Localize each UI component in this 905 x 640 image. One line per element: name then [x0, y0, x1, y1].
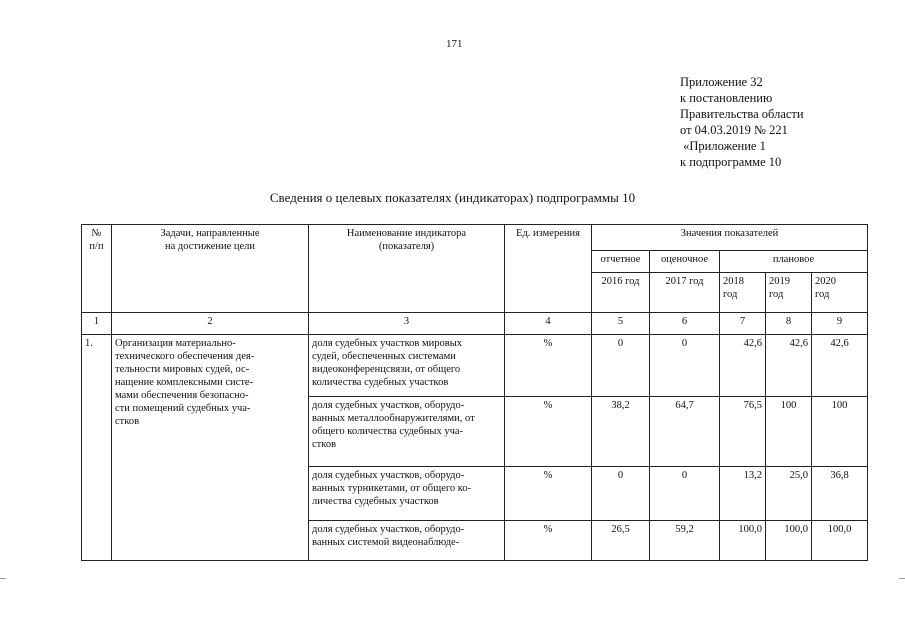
- value-2018-cell: 13,2: [720, 467, 766, 521]
- indicator-cell: доля судебных участков, оборудо- ванных турникетами, от общего ко- личества судебных участков: [309, 467, 505, 521]
- document-title: Сведения о целевых показателях (индикаторах) подпрограммы 10: [269, 190, 636, 205]
- value-2020-cell: 42,6: [812, 335, 868, 397]
- value-2018-cell: 100,0: [720, 521, 766, 561]
- appendix-line: от 04.03.2019 № 221: [680, 123, 788, 137]
- header-year-2019: 2019 год: [766, 273, 812, 313]
- column-number: 6: [650, 313, 720, 335]
- value-2019-cell: 100: [766, 397, 812, 467]
- indicator-cell: доля судебных участков, оборудо- ванных металлообнаружителями, от общего количества судебных уча- стков: [309, 397, 505, 467]
- value-2020-cell: 36,8: [812, 467, 868, 521]
- appendix-line: «Приложение 1: [680, 139, 766, 153]
- table-row: [82, 335, 868, 397]
- value-2017-cell: 0: [650, 467, 720, 521]
- column-number: 3: [309, 313, 505, 335]
- column-number: 9: [812, 313, 868, 335]
- header-task: Задачи, направленные на достижение цели: [112, 225, 309, 313]
- column-number: 1: [82, 313, 112, 335]
- header-planned: плановое: [720, 251, 868, 273]
- value-2020-cell: 100,0: [812, 521, 868, 561]
- value-2019-cell: 100,0: [766, 521, 812, 561]
- column-number: 2: [112, 313, 309, 335]
- column-number: 5: [592, 313, 650, 335]
- value-2016-cell: 0: [592, 335, 650, 397]
- row-number-cell: 1.: [82, 335, 112, 561]
- unit-cell: %: [505, 467, 592, 521]
- value-2016-cell: 26,5: [592, 521, 650, 561]
- header-year-2020: 2020 год: [812, 273, 868, 313]
- header-estimated: оценочное: [650, 251, 720, 273]
- unit-cell: %: [505, 397, 592, 467]
- appendix-reference: [680, 74, 804, 170]
- value-2019-cell: 25,0: [766, 467, 812, 521]
- indicator-cell: доля судебных участков мировых судей, обеспеченных системами видеоконференцсвязи, от общего количества судебных участков: [309, 335, 505, 397]
- scan-edge-mark: [899, 578, 905, 579]
- appendix-line: Правительства области: [680, 107, 804, 121]
- appendix-line: к постановлению: [680, 91, 773, 105]
- header-unit: Ед. измерения: [505, 225, 592, 313]
- header-reported: отчетное: [592, 251, 650, 273]
- appendix-line: Приложение 32: [680, 75, 763, 89]
- value-2016-cell: 38,2: [592, 397, 650, 467]
- value-2018-cell: 42,6: [720, 335, 766, 397]
- scan-edge-mark: [0, 578, 6, 579]
- value-2017-cell: 59,2: [650, 521, 720, 561]
- value-2017-cell: 64,7: [650, 397, 720, 467]
- value-2020-cell: 100: [812, 397, 868, 467]
- header-year-2016: 2016 год: [592, 273, 650, 313]
- column-number: 8: [766, 313, 812, 335]
- column-number: 4: [505, 313, 592, 335]
- value-2016-cell: 0: [592, 467, 650, 521]
- column-number: 7: [720, 313, 766, 335]
- header-year-2017: 2017 год: [650, 273, 720, 313]
- unit-cell: %: [505, 335, 592, 397]
- value-2018-cell: 76,5: [720, 397, 766, 467]
- value-2017-cell: 0: [650, 335, 720, 397]
- header-number: № п/п: [82, 225, 112, 313]
- appendix-line: к подпрограмме 10: [680, 155, 782, 169]
- header-year-2018: 2018 год: [720, 273, 766, 313]
- indicator-cell: доля судебных участков, оборудо- ванных системой видеонаблюде-: [309, 521, 505, 561]
- unit-cell: %: [505, 521, 592, 561]
- value-2019-cell: 42,6: [766, 335, 812, 397]
- header-indicator: Наименование индикатора (показателя): [309, 225, 505, 313]
- header-values: Значения показателей: [592, 225, 868, 251]
- page-number: 171: [446, 38, 463, 50]
- indicators-table: [81, 224, 868, 561]
- task-cell: Организация материально- технического обеспечения дея- тельности мировых судей, ос- нащение комплексными систе- мами обеспечения безопасно- сти помещений судебных уча- стков: [112, 335, 309, 561]
